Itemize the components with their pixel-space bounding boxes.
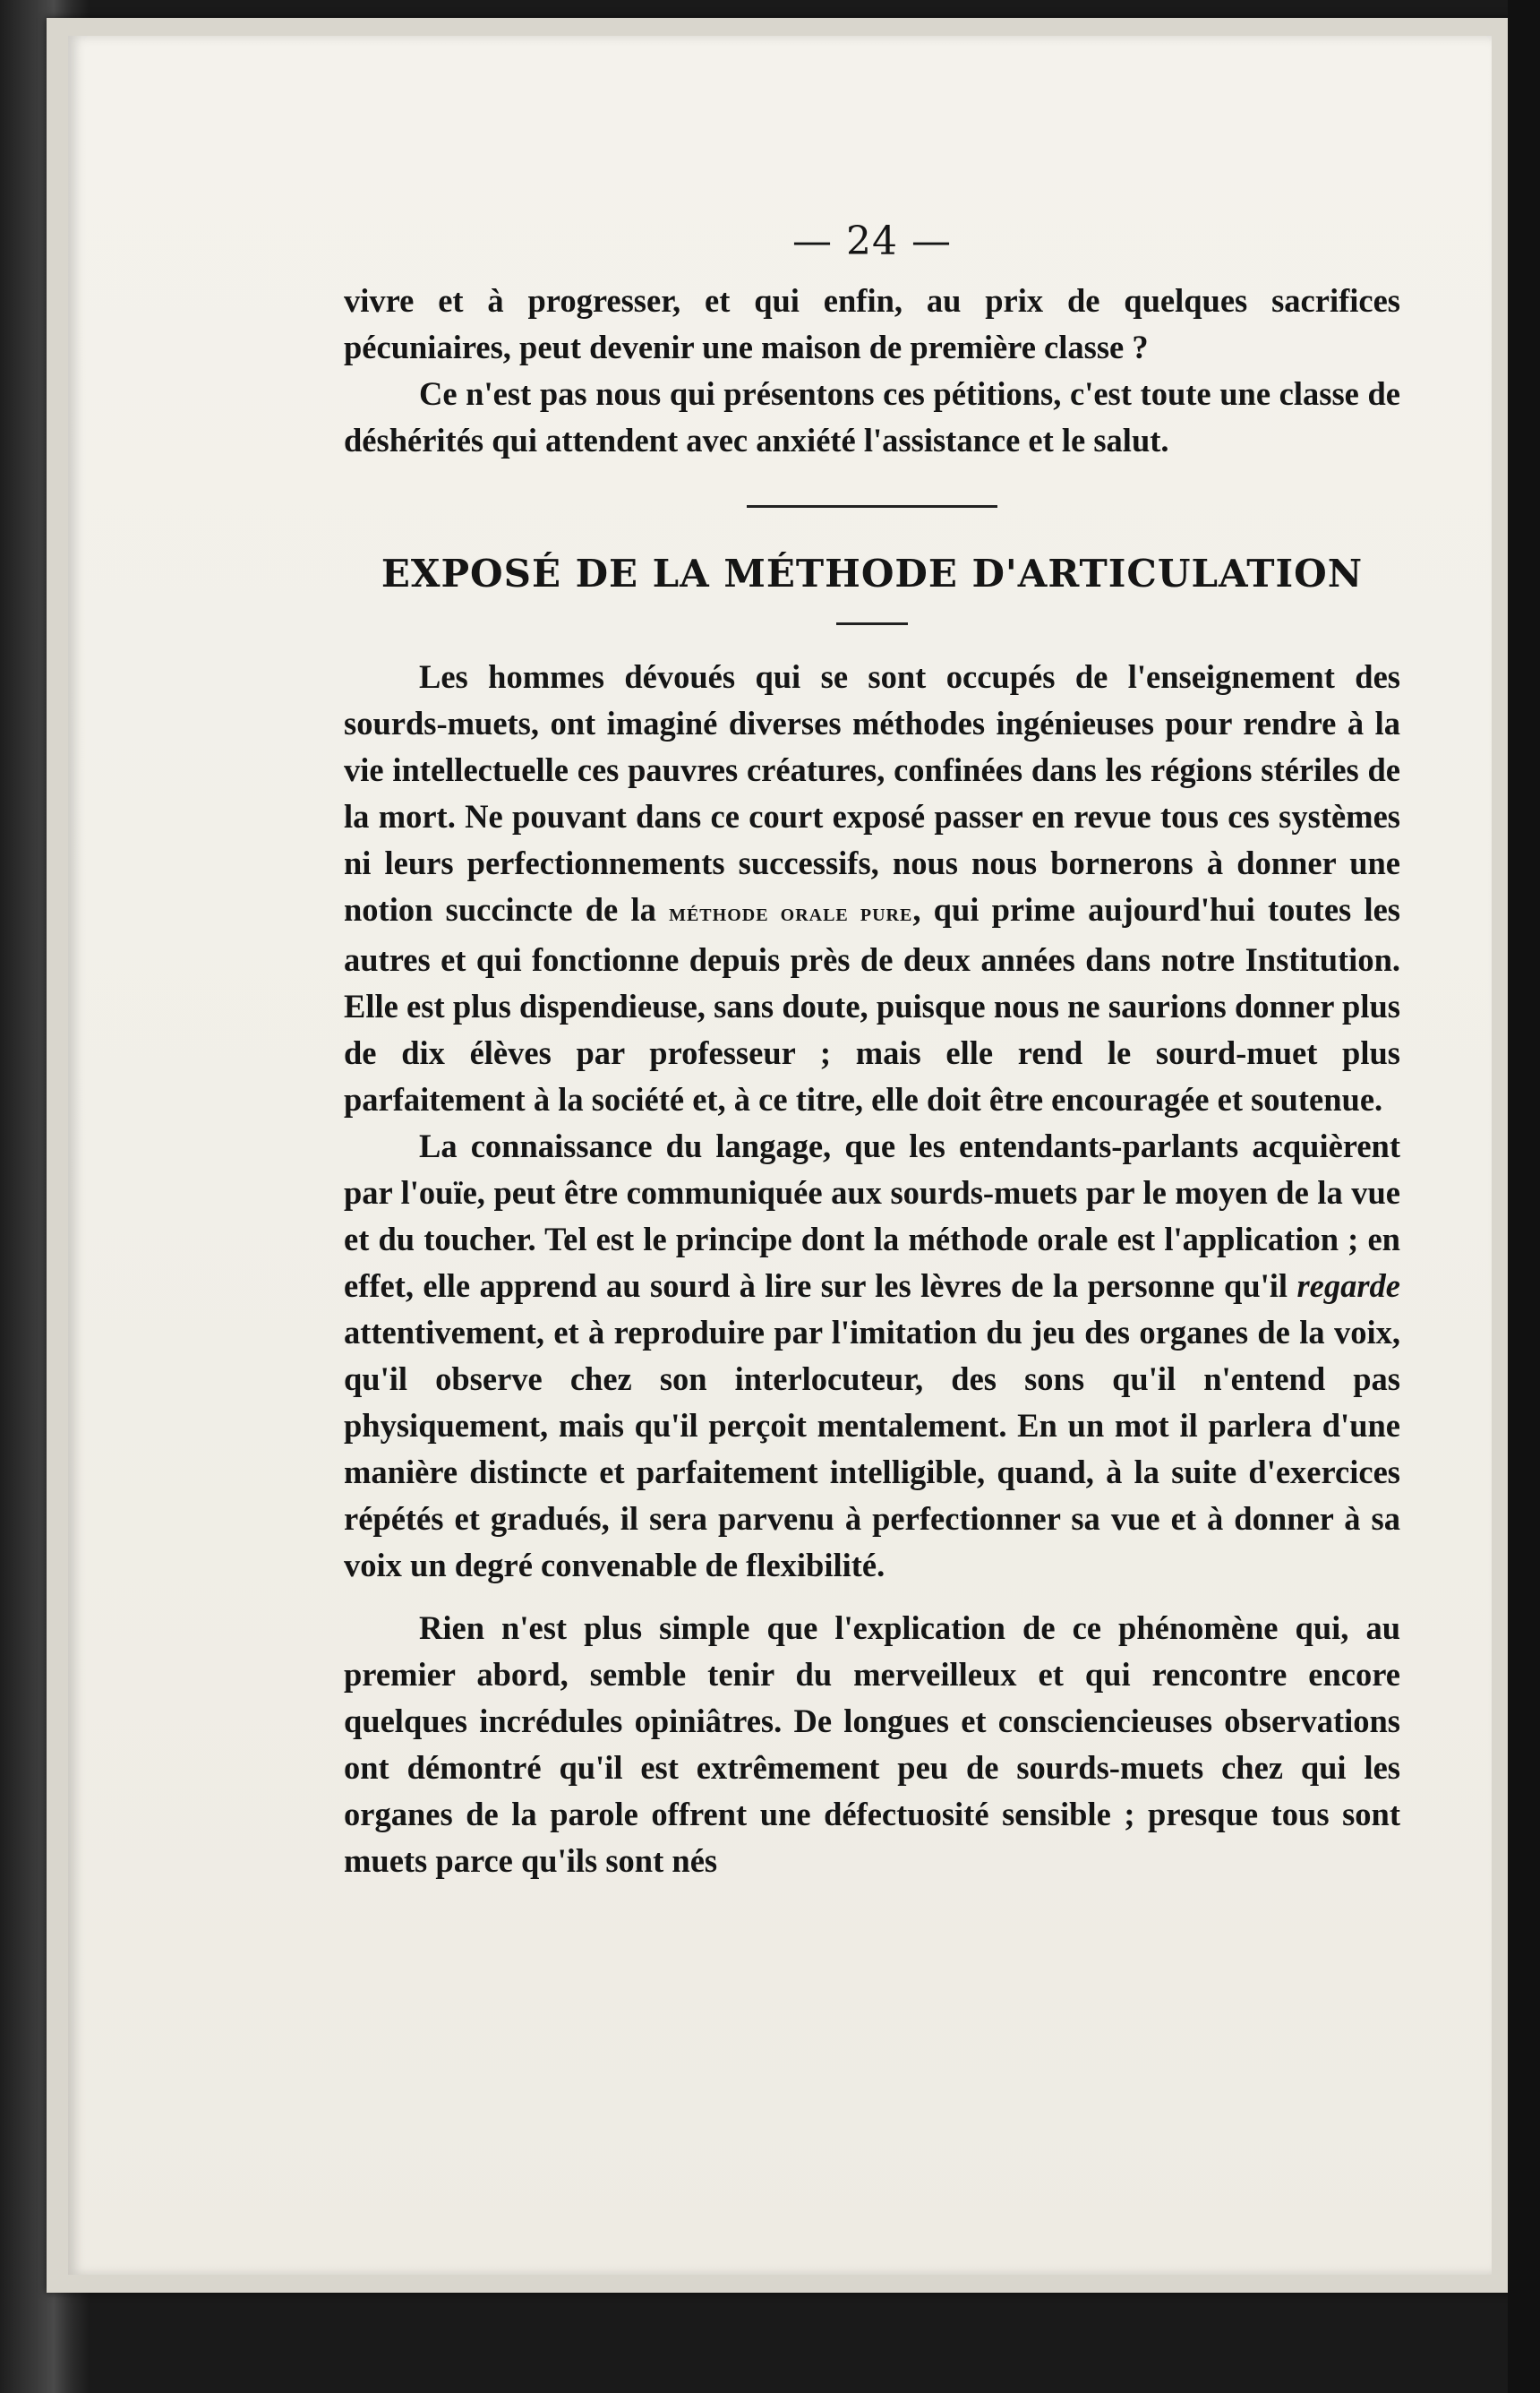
paragraph-continuation: vivre et à progresser, et qui enfin, au prix de quelques sacrifices pécuniaires, peut devenir une maison de première classe ? (344, 282, 1400, 365)
paragraph-explanation: Rien n'est plus simple que l'explication de ce phénomène qui, au premier abord, semble tenir du merveilleux et qui rencontre encore quelques incrédules opiniâtres. De longues et consciencieuses observations ont démontré qu'il est extrêmement peu de sourds-muets chez qui les organes de la parole offrent une défectuosité sensible ; presque tous sont muets parce qu'ils sont nés (344, 1609, 1400, 1879)
paragraph-language (344, 1123, 1400, 1589)
section-heading: EXPOSÉ DE LA MÉTHODE D'ARTICULATION (381, 552, 1364, 596)
text-run: , qui prime aujourd'hui toutes les autres et qui fonctionne depuis près de deux années dans notre Institution. Elle est plus dispendieuse, sans doute, puisque nous ne saurions donner plus de dix élèves par professeur ; mais elle rend le sourd-muet plus parfaitement à la société et, à ce titre, elle doit être encouragée et soutenue. (344, 891, 1400, 1118)
text-run: attentivement, et à reproduire par l'imitation du jeu des organes de la voix, qu'il observe chez son interlocuteur, des sons qu'il n'entend pas physiquement, mais qu'il perçoit mentalement. En un mot il parlera d'une manière distincte et parfaitement intelligible, quand, à la suite d'exercices répétés et gradués, il sera parvenu à perfectionner sa vue et à donner à sa voix un degré convenable de flexibilité. (344, 1314, 1400, 1583)
smallcaps-term: méthode orale pure (669, 899, 913, 927)
page-text (344, 215, 1400, 1884)
text-run: Les hommes dévoués qui se sont occupés de l'enseignement des sourds-muets, ont imaginé diverses méthodes ingénieuses pour rendre à la vie intellectuelle ces pauvres créatures, confinées dans les régions stériles de la mort. Ne pouvant dans ce court exposé passer en revue tous ces systèmes ni leurs perfectionnements successifs, nous nous bornerons à donner une notion succincte de la (344, 658, 1400, 928)
heading-underline (836, 622, 908, 625)
text-run: La connaissance du langage, que les entendants-parlants acquièrent par l'ouïe, peut être communiquée aux sourds-muets par le moyen de la vue et du toucher. Tel est le principe dont la méthode orale est l'application ; en effet, elle apprend au sourd à lire sur les lèvres de la personne qu'il (344, 1128, 1400, 1304)
paragraph-petitions: Ce n'est pas nous qui présentons ces pétitions, c'est toute une classe de déshérités qui attendent avec anxiété l'assistance et le salut. (344, 375, 1400, 459)
section-divider (747, 505, 997, 508)
page-number: — 24 — (792, 219, 952, 264)
scan-border (1508, 0, 1540, 2393)
paragraph-methods (344, 654, 1400, 1123)
italic-term: regarde (1296, 1267, 1400, 1304)
